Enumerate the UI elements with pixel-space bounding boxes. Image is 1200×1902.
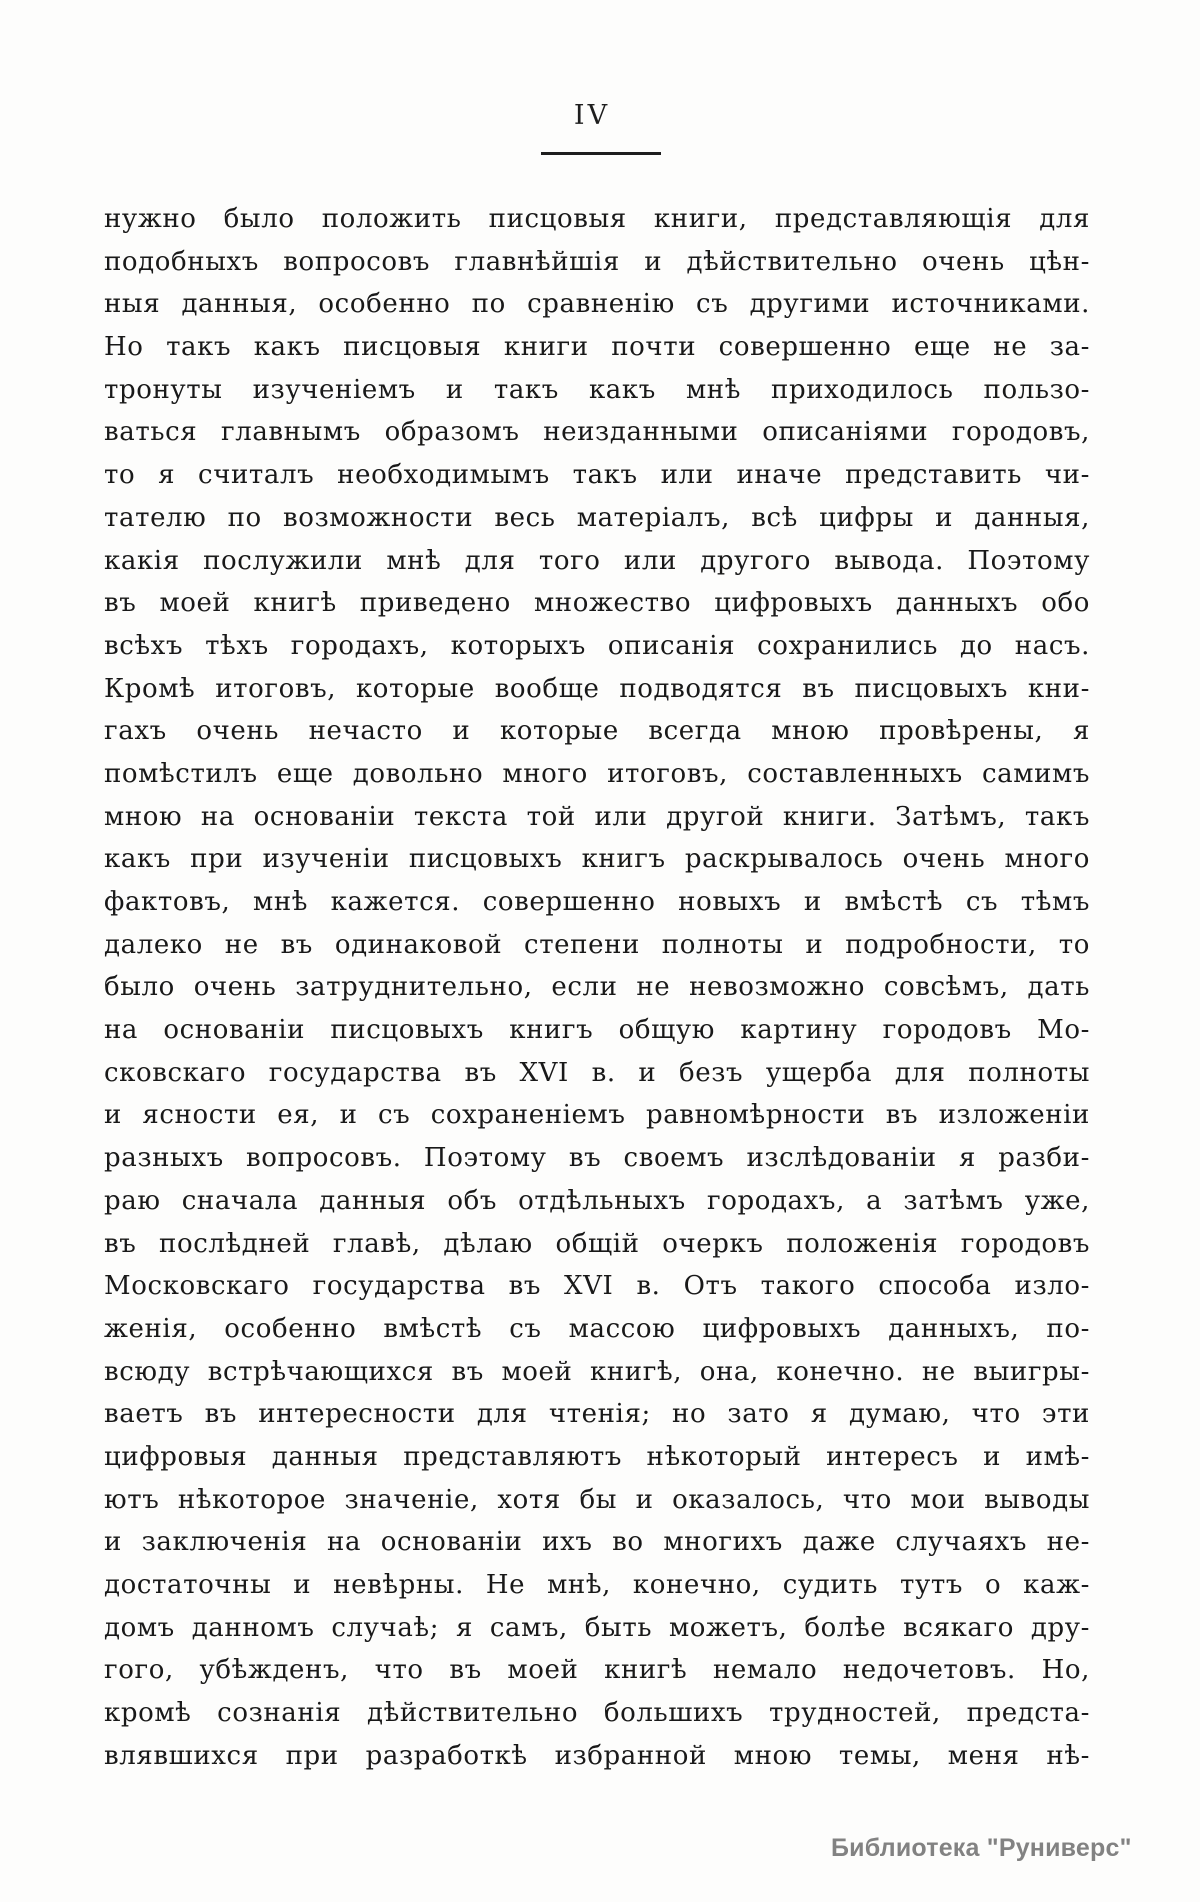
text-line: въ послѣдней главѣ, дѣлаю общій очеркъ положенія городовъ	[104, 1228, 1090, 1259]
text-line: и ясности ея, и съ сохраненіемъ равномѣрности въ изложеніи	[104, 1100, 1090, 1131]
text-line: ныя данныя, особенно по сравненію съ другими источниками.	[104, 289, 1090, 320]
text-line: было очень затруднительно, если не невозможно совсѣмъ, дать	[104, 972, 1090, 1003]
text-line: ваетъ въ интересности для чтенія; но зато я думаю, что эти	[104, 1399, 1090, 1430]
text-line: сковскаго государства въ XVI в. и безъ ущерба для полноты	[104, 1057, 1090, 1088]
text-line: домъ данномъ случаѣ; я самъ, быть можетъ, болѣе всякаго дру-	[104, 1612, 1090, 1643]
text-line: помѣстилъ еще довольно много итоговъ, составленныхъ самимъ	[104, 758, 1090, 789]
text-line: гого, убѣжденъ, что въ моей книгѣ немало недочетовъ. Но,	[104, 1655, 1090, 1686]
text-line: и заключенія на основаніи ихъ во многихъ даже случаяхъ не-	[104, 1527, 1090, 1558]
text-line: далеко не въ одинаковой степени полноты и подробности, то	[104, 929, 1090, 960]
text-line: разныхъ вопросовъ. Поэтому въ своемъ изслѣдованіи я разби-	[104, 1143, 1090, 1174]
text-line: ютъ нѣкоторое значеніе, хотя бы и оказалось, что мои выводы	[104, 1484, 1090, 1515]
text-line: влявшихся при разработкѣ избранной мною темы, меня нѣ-	[104, 1740, 1090, 1771]
text-line: всѣхъ тѣхъ городахъ, которыхъ описанія сохранились до насъ.	[104, 630, 1090, 661]
text-line: Но такъ какъ писцовыя книги почти совершенно еще не за-	[104, 332, 1090, 363]
text-line: тронуты изученіемъ и такъ какъ мнѣ приходилось пользо-	[104, 374, 1090, 405]
text-line: мною на основаніи текста той или другой книги. Затѣмъ, такъ	[104, 801, 1090, 832]
text-line: тателю по возможности весь матеріалъ, всѣ цифры и данныя,	[104, 502, 1090, 533]
text-line: женія, особенно вмѣстѣ съ массою цифровыхъ данныхъ, по-	[104, 1313, 1090, 1344]
text-line: подобныхъ вопросовъ главнѣйшія и дѣйствительно очень цѣн-	[104, 246, 1090, 277]
runiverse-watermark: Библиотека "Руниверс"	[831, 1834, 1132, 1862]
text-line: достаточны и невѣрны. Не мнѣ, конечно, судить тутъ о каж-	[104, 1570, 1090, 1600]
text-line: цифровыя данныя представляютъ нѣкоторый интересъ и имѣ-	[104, 1441, 1090, 1472]
text-line: Кромѣ итоговъ, которые вообще подводятся въ писцовыхъ кни-	[104, 673, 1090, 704]
page-text	[104, 198, 1090, 1777]
page-number: IV	[573, 100, 611, 131]
text-line: какъ при изученіи писцовыхъ книгъ раскрывалось очень много	[104, 844, 1090, 875]
text-line: фактовъ, мнѣ кажется. совершенно новыхъ и вмѣстѣ съ тѣмъ	[104, 887, 1090, 917]
text-line: кромѣ сознанія дѣйствительно большихъ трудностей, предста-	[104, 1698, 1090, 1729]
page-number-underline	[541, 152, 661, 155]
text-line: всюду встрѣчающихся въ моей книгѣ, она, конечно. не выигры-	[104, 1356, 1090, 1387]
text-line: раю сначала данныя объ отдѣльныхъ городахъ, а затѣмъ уже,	[104, 1185, 1090, 1216]
text-line: въ моей книгѣ приведено множество цифровыхъ данныхъ обо	[104, 588, 1090, 619]
text-line: какія послужили мнѣ для того или другого вывода. Поэтому	[104, 545, 1090, 576]
text-line: гахъ очень нечасто и которые всегда мною провѣрены, я	[104, 716, 1090, 747]
text-line: Московскаго государства въ XVI в. Отъ такого способа изло-	[104, 1271, 1090, 1302]
text-line: то я считалъ необходимымъ такъ или иначе представить чи-	[104, 460, 1090, 491]
text-line: на основаніи писцовыхъ книгъ общую картину городовъ Мо-	[104, 1015, 1090, 1046]
text-line: нужно было положить писцовыя книги, представляющія для	[104, 204, 1090, 234]
text-line: ваться главнымъ образомъ неизданными описаніями городовъ,	[104, 417, 1090, 448]
